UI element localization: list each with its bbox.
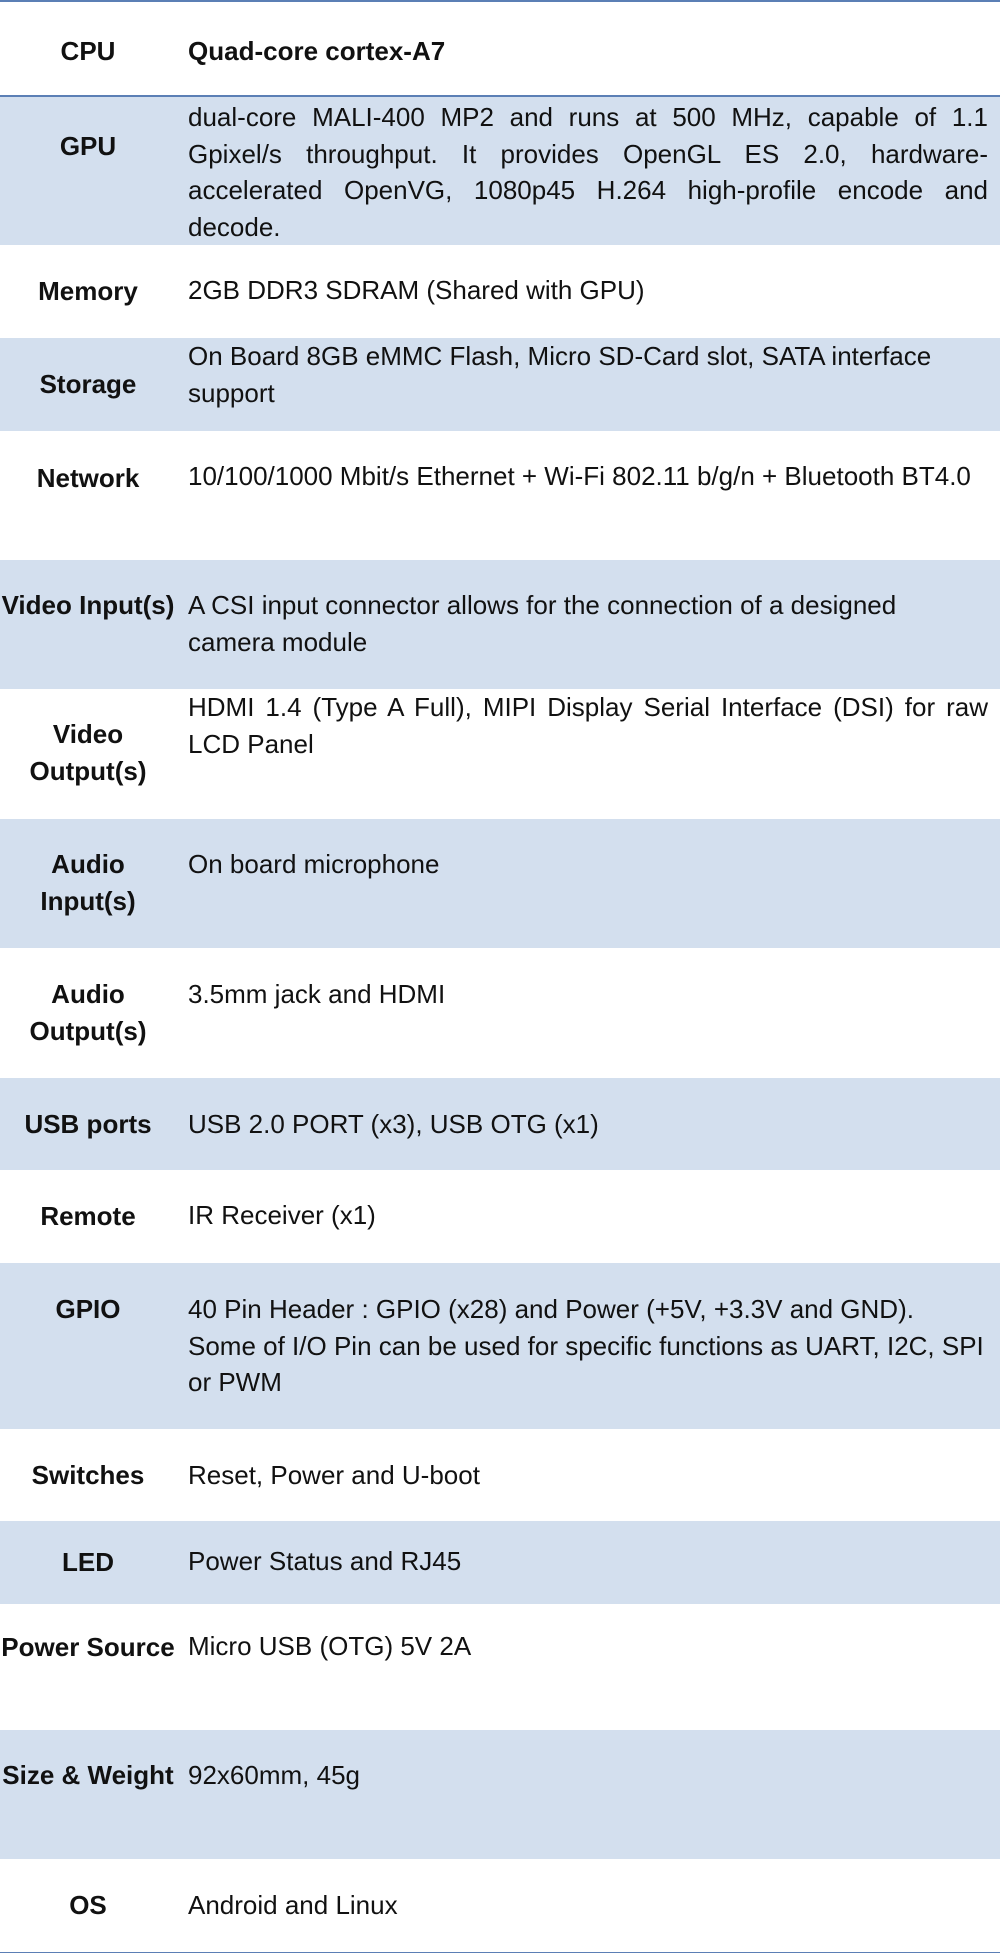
table-row-led <box>0 1521 1000 1604</box>
row-label: Video Input(s) <box>1 590 175 620</box>
row-label: USB ports <box>24 1109 152 1139</box>
row-label: Network <box>36 463 140 493</box>
row-value: HDMI 1.4 (Type A Full), MIPI Display Serial Interface (DSI) for raw LCD Panel <box>188 692 988 759</box>
row-label: Remote <box>40 1201 136 1231</box>
table-row-network <box>0 431 1000 560</box>
table-row-gpu <box>0 97 1000 245</box>
row-value: 3.5mm jack and HDMI <box>188 979 446 1009</box>
row-label: CPU <box>60 36 116 66</box>
table-row-cpu <box>0 2 1000 97</box>
row-value: USB 2.0 PORT (x3), USB OTG (x1) <box>188 1109 599 1139</box>
table-row-gpio <box>0 1263 1000 1429</box>
table-row-power-source <box>0 1604 1000 1730</box>
row-value: 10/100/1000 Mbit/s Ethernet + Wi-Fi 802.11 b/g/n + Bluetooth BT4.0 <box>188 461 971 491</box>
row-value: A CSI input connector allows for the connection of a designed camera module <box>188 590 897 657</box>
table-row-audio-output <box>0 948 1000 1078</box>
row-label: GPIO <box>55 1294 121 1324</box>
row-value: 92x60mm, 45g <box>188 1760 360 1790</box>
row-label: GPU <box>59 131 117 161</box>
table-row-switches <box>0 1429 1000 1521</box>
row-value: 40 Pin Header : GPIO (x28) and Power (+5V, +3.3V and GND). Some of I/O Pin can be used for specific functions as UART, I2C, SPI or PWM <box>188 1294 984 1397</box>
row-label: Switches <box>31 1460 145 1490</box>
table-row-audio-input <box>0 819 1000 948</box>
row-value: Android and Linux <box>188 1890 398 1920</box>
row-label: Memory <box>38 276 138 306</box>
row-label: OS <box>69 1890 107 1920</box>
row-value: IR Receiver (x1) <box>188 1200 376 1230</box>
row-label: Power Source <box>1 1632 175 1662</box>
table-row-video-input <box>0 560 1000 689</box>
row-value: Reset, Power and U-boot <box>188 1460 480 1490</box>
table-row-usb-ports <box>0 1078 1000 1170</box>
row-label: Storage <box>39 369 137 399</box>
row-label: Video Output(s) <box>29 719 147 786</box>
table-row-storage <box>0 338 1000 431</box>
row-value: On board microphone <box>188 849 440 879</box>
row-label: Size & Weight <box>2 1760 174 1790</box>
table-row-memory <box>0 245 1000 338</box>
row-value: On Board 8GB eMMC Flash, Micro SD-Card slot, SATA interface support <box>188 341 932 408</box>
row-value: dual-core MALI-400 MP2 and runs at 500 MHz, capable of 1.1 Gpixel/s throughput. It provides OpenGL ES 2.0, hardware-accelerated OpenVG, 1080p45 H.264 high-profile encode and decode. <box>188 102 988 242</box>
row-value: Quad-core cortex-A7 <box>188 36 446 66</box>
table-row-os <box>0 1859 1000 1952</box>
table-row-size-weight <box>0 1730 1000 1859</box>
row-value: Power Status and RJ45 <box>188 1546 462 1576</box>
row-label: Audio Output(s) <box>29 979 147 1046</box>
row-label: LED <box>62 1547 114 1577</box>
row-value: 2GB DDR3 SDRAM (Shared with GPU) <box>188 275 645 305</box>
table-row-video-output <box>0 689 1000 819</box>
row-value: Micro USB (OTG) 5V 2A <box>188 1631 472 1661</box>
table-row-remote <box>0 1170 1000 1263</box>
row-label: Audio Input(s) <box>40 849 136 916</box>
